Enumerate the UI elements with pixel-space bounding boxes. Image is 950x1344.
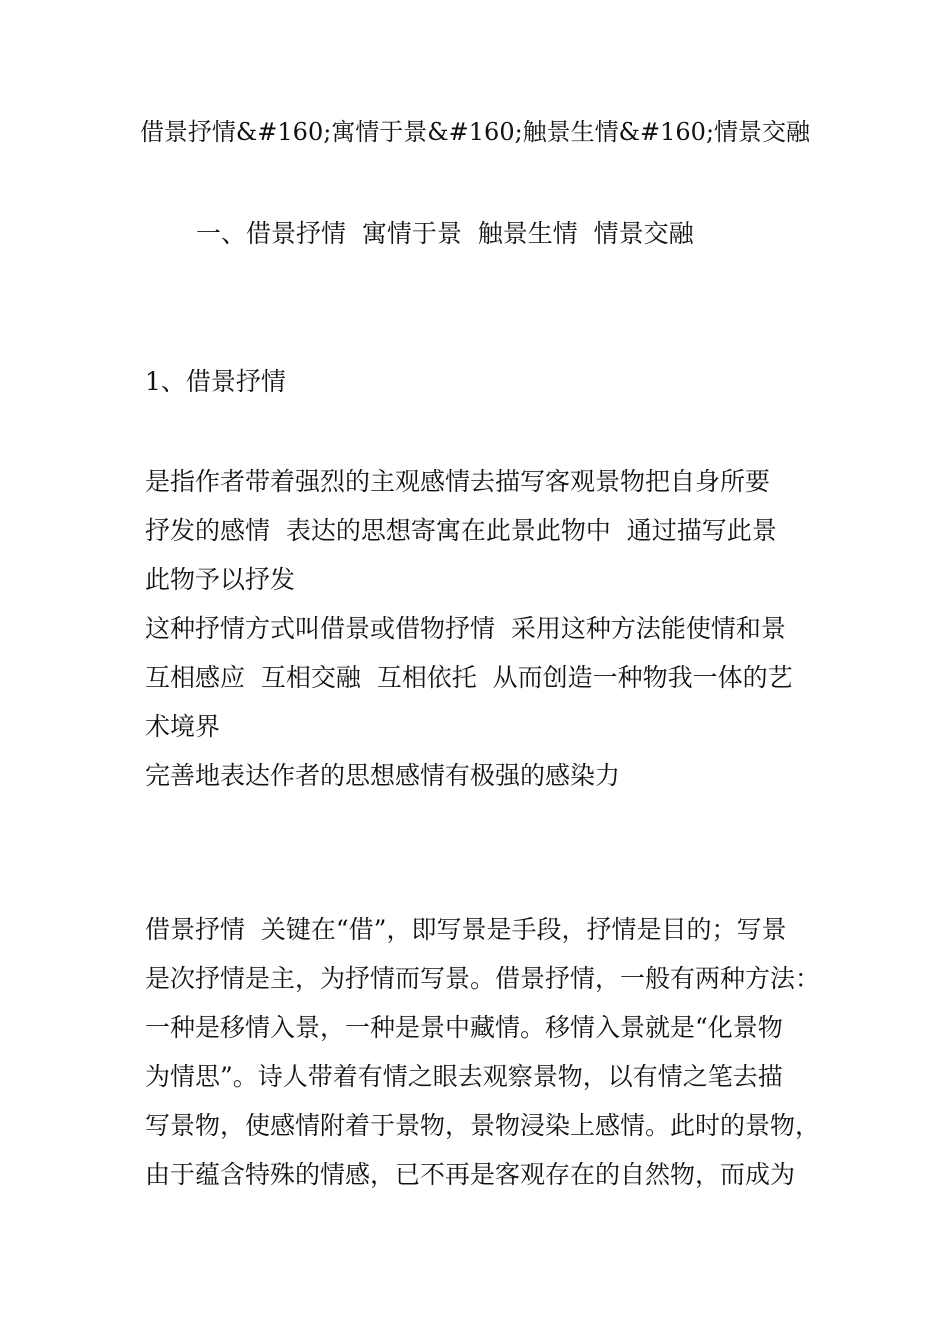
intro-paragraph bbox=[145, 462, 825, 796]
text-line: 此物予以抒发 bbox=[145, 565, 296, 594]
text-line: 一种是移情入景，一种是景中藏情。移情入景就是“化景物 bbox=[145, 1013, 783, 1042]
section-heading: 一、借景抒情 寓情于景 触景生情 情景交融 bbox=[196, 219, 694, 248]
text-line: 抒发的感情 表达的思想寄寓在此景此物中 通过描写此景 bbox=[145, 516, 777, 545]
text-line: 是指作者带着强烈的主观感情去描写客观景物把自身所要 bbox=[145, 467, 771, 496]
document-title: 借景抒情&#160;寓情于景&#160;触景生情&#160;情景交融 bbox=[139, 118, 811, 146]
subsection-heading-block bbox=[145, 362, 825, 402]
text-line: 为情思”。诗人带着有情之眼去观察景物，以有情之笔去描 bbox=[145, 1062, 783, 1091]
body-paragraph bbox=[145, 910, 825, 1195]
text-line: 由于蕴含特殊的情感，已不再是客观存在的自然物，而成为 bbox=[145, 1160, 796, 1189]
text-line: 术境界 bbox=[145, 712, 221, 741]
text-line: 写景物，使感情附着于景物，景物浸染上感情。此时的景物， bbox=[145, 1111, 821, 1140]
text-line: 是次抒情是主，为抒情而写景。借景抒情，一般有两种方法： bbox=[145, 964, 821, 993]
text-line: 完善地表达作者的思想感情有极强的感染力 bbox=[145, 761, 621, 790]
text-line: 这种抒情方式叫借景或借物抒情 采用这种方法能使情和景 bbox=[145, 614, 786, 643]
subsection-heading: 1、借景抒情 bbox=[145, 367, 286, 396]
text-line: 借景抒情 关键在“借”，即写景是手段，抒情是目的；写景 bbox=[145, 915, 787, 944]
text-line: 互相感应 互相交融 互相依托 从而创造一种物我一体的艺 bbox=[145, 663, 793, 692]
